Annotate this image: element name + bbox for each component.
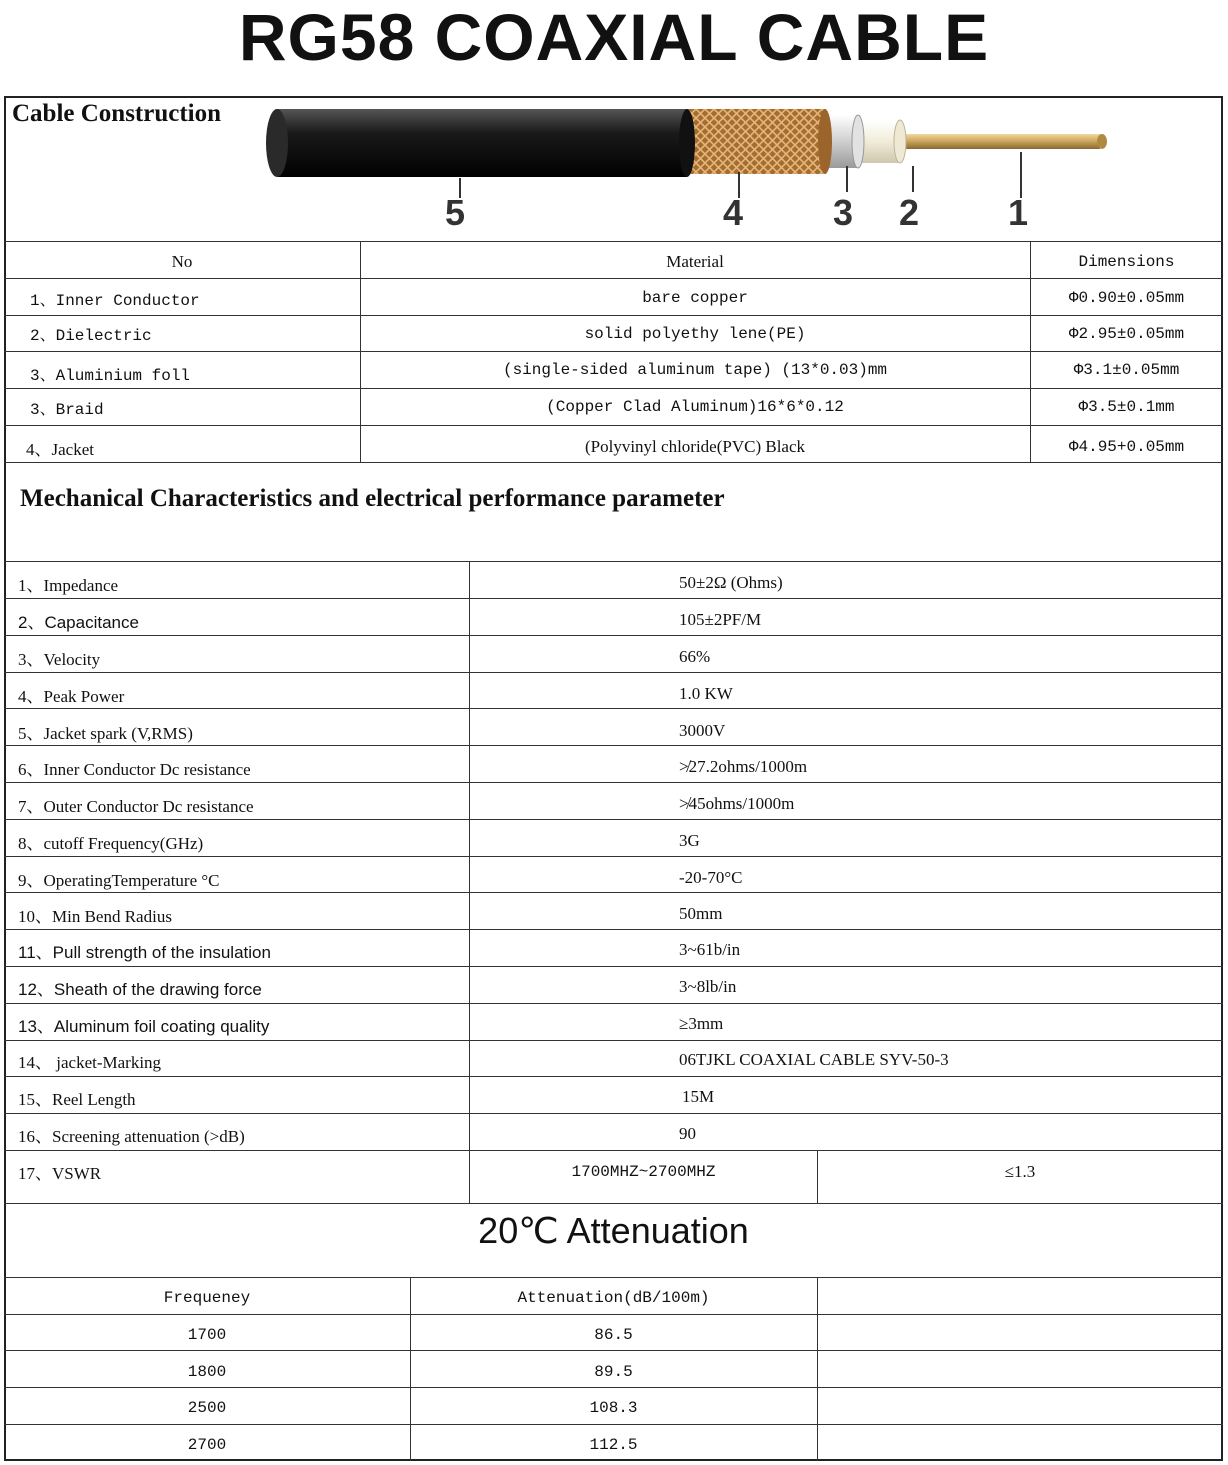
mechanical-row-value: 3~61b/in bbox=[679, 940, 741, 959]
cable-illustration bbox=[255, 100, 1125, 240]
mechanical-row-label: 16、Screening attenuation (>dB) bbox=[18, 1126, 245, 1146]
mechanical-row-value: 66% bbox=[679, 647, 711, 666]
attenuation-value: 86.5 bbox=[594, 1326, 633, 1344]
inner-conductor bbox=[895, 134, 1107, 149]
construction-row-dim: Φ0.90±0.05mm bbox=[1068, 289, 1185, 307]
mechanical-row-label: 3、Velocity bbox=[18, 649, 101, 669]
mechanical-row-value: 3000V bbox=[679, 721, 726, 740]
header-attenuation: Attenuation(dB/100m) bbox=[517, 1289, 710, 1307]
header-dimensions: Dimensions bbox=[1078, 253, 1175, 271]
mechanical-row-label: 6、Inner Conductor Dc resistance bbox=[18, 759, 251, 779]
construction-label: Cable Construction bbox=[12, 100, 222, 127]
header-frequency: Frequeney bbox=[163, 1289, 251, 1307]
mechanical-row-label: 4、Peak Power bbox=[18, 686, 125, 706]
construction-row-no: 4、Jacket bbox=[26, 439, 94, 459]
mechanical-row-label: 15、Reel Length bbox=[18, 1089, 136, 1109]
mechanical-row-value: 50mm bbox=[679, 904, 723, 923]
construction-row-no: 3、Braid bbox=[30, 400, 104, 419]
mechanical-row-value: ≥3mm bbox=[679, 1014, 724, 1033]
attenuation-frequency: 1700 bbox=[187, 1326, 227, 1344]
vswr-value: ≤1.3 bbox=[1004, 1162, 1036, 1181]
mechanical-row-value: 3~8lb/in bbox=[679, 977, 737, 996]
construction-row-material: (Polyvinyl chloride(PVC) Black bbox=[584, 437, 806, 456]
mechanical-title: Mechanical Characteristics and electrical performance parameter bbox=[20, 485, 725, 512]
construction-row-dim: Φ2.95±0.05mm bbox=[1068, 324, 1185, 343]
mechanical-row-label: 9、OperatingTemperature °C bbox=[18, 870, 220, 890]
attenuation-title: 20℃ Attenuation bbox=[478, 1210, 749, 1251]
construction-row-dim: Φ3.5±0.1mm bbox=[1078, 398, 1175, 416]
mechanical-row-value: -20-70°C bbox=[679, 868, 743, 887]
callout-number-4: 4 bbox=[723, 192, 744, 233]
mechanical-row-label: 13、Aluminum foil coating quality bbox=[18, 1016, 270, 1036]
mechanical-row-value: 105±2PF/M bbox=[679, 610, 762, 629]
callout-number-3: 3 bbox=[833, 192, 854, 233]
attenuation-value: 112.5 bbox=[589, 1436, 638, 1454]
construction-row-dim: Φ3.1±0.05mm bbox=[1073, 361, 1180, 379]
mechanical-row-label: 2、Capacitance bbox=[18, 612, 139, 632]
braid-layer bbox=[680, 109, 832, 174]
vswr-label: 17、VSWR bbox=[18, 1163, 102, 1183]
construction-row-no: 2、Dielectric bbox=[30, 327, 152, 345]
construction-row-no: 3、Aluminium foll bbox=[30, 366, 191, 385]
mechanical-row-label: 8、cutoff Frequency(GHz) bbox=[18, 833, 204, 853]
mechanical-row-value: 50±2Ω (Ohms) bbox=[679, 573, 783, 592]
mechanical-row-value: 90 bbox=[679, 1124, 696, 1143]
construction-row-material: solid polyethy lene(PE) bbox=[584, 324, 806, 343]
callout-number-2: 2 bbox=[899, 192, 920, 233]
mechanical-row-label: 1、Impedance bbox=[18, 575, 119, 595]
mechanical-row-label: 14、 jacket-Marking bbox=[18, 1052, 162, 1072]
header-no: No bbox=[171, 252, 193, 271]
construction-row-dim: Φ4.95+0.05mm bbox=[1068, 438, 1185, 456]
attenuation-frequency: 2500 bbox=[187, 1399, 227, 1417]
callout-number-1: 1 bbox=[1008, 192, 1029, 233]
mechanical-row-label: 10、Min Bend Radius bbox=[18, 906, 172, 926]
mechanical-row-value: ≯27.2ohms/1000m bbox=[679, 757, 808, 776]
mechanical-row-label: 7、Outer Conductor Dc resistance bbox=[18, 796, 254, 816]
mechanical-row-value: 3G bbox=[679, 831, 700, 850]
attenuation-frequency: 2700 bbox=[187, 1436, 227, 1454]
mechanical-row-label: 5、Jacket spark (V,RMS) bbox=[18, 723, 193, 743]
attenuation-value: 89.5 bbox=[594, 1363, 633, 1381]
mechanical-row-value: ≯45ohms/1000m bbox=[679, 794, 795, 813]
attenuation-value: 108.3 bbox=[589, 1399, 638, 1417]
attenuation-frequency: 1800 bbox=[187, 1363, 227, 1381]
mechanical-row-value: 1.0 KW bbox=[679, 684, 733, 703]
construction-row-no: 1、Inner Conductor bbox=[30, 291, 200, 310]
mechanical-row-label: 11、Pull strength of the insulation bbox=[18, 942, 271, 962]
vswr-range: 1700MHZ~2700MHZ bbox=[571, 1163, 716, 1181]
mechanical-row-label: 12、Sheath of the drawing force bbox=[18, 979, 262, 999]
header-material: Material bbox=[666, 252, 724, 271]
construction-row-material: bare copper bbox=[642, 289, 748, 307]
callout-number-5: 5 bbox=[445, 192, 466, 233]
jacket-layer bbox=[266, 109, 695, 177]
construction-row-material: (Copper Clad Aluminum)16*6*0.12 bbox=[546, 398, 844, 416]
mechanical-row-value: 15M bbox=[682, 1087, 715, 1106]
page-title: RG58 COAXIAL CABLE bbox=[238, 0, 990, 74]
mechanical-row-value: 06TJKL COAXIAL CABLE SYV-50-3 bbox=[679, 1050, 949, 1069]
construction-row-material: (single-sided aluminum tape) (13*0.03)mm bbox=[502, 361, 888, 379]
